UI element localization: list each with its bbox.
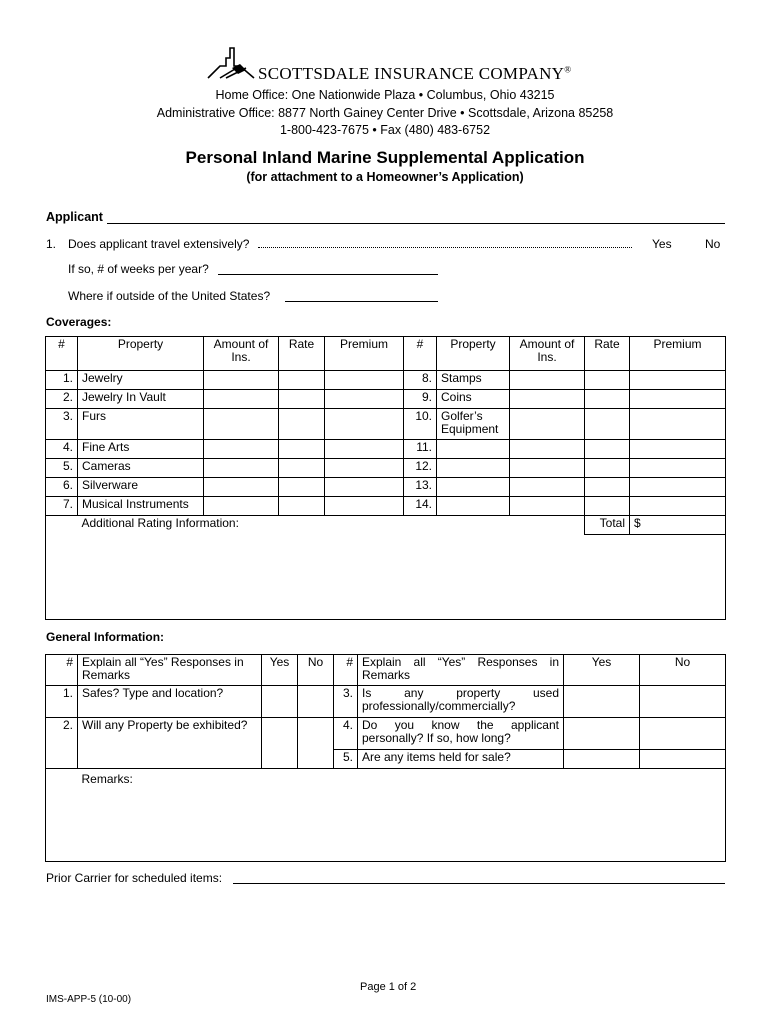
where-field[interactable] [285,301,438,302]
phone-fax: 1-800-423-7675 • Fax (480) 483-6752 [279,123,491,137]
col-premium: Premium [325,337,404,371]
additional-rating-area [46,535,726,620]
coverages-heading: Coverages: [46,315,112,329]
q1-number: 1. [46,237,57,251]
page-subtitle: (for attachment to a Homeowner’s Application) [246,170,524,184]
weeks-field[interactable] [218,274,438,275]
col-rate: Rate [279,337,325,371]
col-property-2: Property [437,337,510,371]
table-row: 6. Silverware 13. [46,478,726,497]
form-id: IMS-APP-5 (10-00) [46,994,132,1005]
general-header-row: # Explain all “Yes” Responses in Remarks Yes No # Explain all “Yes” Responses in Remarks Yes No [46,655,726,686]
additional-rating-field[interactable] [46,535,726,620]
q1-text: Does applicant travel extensively? [68,237,250,251]
general-table [45,654,726,862]
col-num: # [46,337,78,371]
prior-carrier-field[interactable] [233,883,725,884]
col-property: Property [78,337,204,371]
col-amount: Amount of Ins. [204,337,279,371]
remarks-label[interactable]: Remarks: [78,769,726,862]
coverages-table [45,336,726,620]
table-row: 1. Jewelry 8. Stamps [46,371,726,390]
table-row: 5. Cameras 12. [46,459,726,478]
table-row: 2. Will any Property be exhibited? 4. Do you know the applicant personally? If so, how long? [46,718,726,750]
col-premium-2: Premium [630,337,726,371]
company-logo-icon [206,44,258,80]
col-num-2: # [404,337,437,371]
additional-rating-label: Additional Rating Information: [78,516,585,535]
page-title: Personal Inland Marine Supplemental Application [185,148,585,167]
q1-yes[interactable]: Yes [652,237,672,251]
table-row: 4. Fine Arts 11. [46,440,726,459]
weeks-label: If so, # of weeks per year? [68,262,209,276]
col-amount-2: Amount of Ins. [510,337,585,371]
table-row: 1. Safes? Type and location? 3. Is any property used professionally/commercially? [46,686,726,718]
where-label: Where if outside of the United States? [68,289,271,303]
admin-office: Administrative Office: 8877 North Gainey Center Drive • Scottsdale, Arizona 85258 [156,106,614,120]
q1-leader [258,247,632,248]
table-row: 2. Jewelry In Vault 9. Coins [46,390,726,409]
applicant-field[interactable] [107,223,725,224]
general-heading: General Information: [46,630,165,644]
home-office: Home Office: One Nationwide Plaza • Columbus, Ohio 43215 [215,88,555,102]
col-rate-2: Rate [585,337,630,371]
remarks-row [46,769,726,862]
prior-carrier-label: Prior Carrier for scheduled items: [46,871,223,885]
table-row: 3. Furs 10. Golfer’s Equipment [46,409,726,440]
coverages-header-row [46,337,726,371]
q1-no[interactable]: No [705,237,721,251]
page-number: Page 1 of 2 [360,981,417,993]
total-row [46,516,726,535]
total-label: Total [585,516,630,535]
table-row: 5. Are any items held for sale? [46,750,726,769]
applicant-label: Applicant [46,210,103,224]
total-value[interactable]: $ [630,516,726,535]
company-name: SCOTTSDALE INSURANCE COMPANY® [258,64,572,83]
table-row: 7. Musical Instruments 14. [46,497,726,516]
